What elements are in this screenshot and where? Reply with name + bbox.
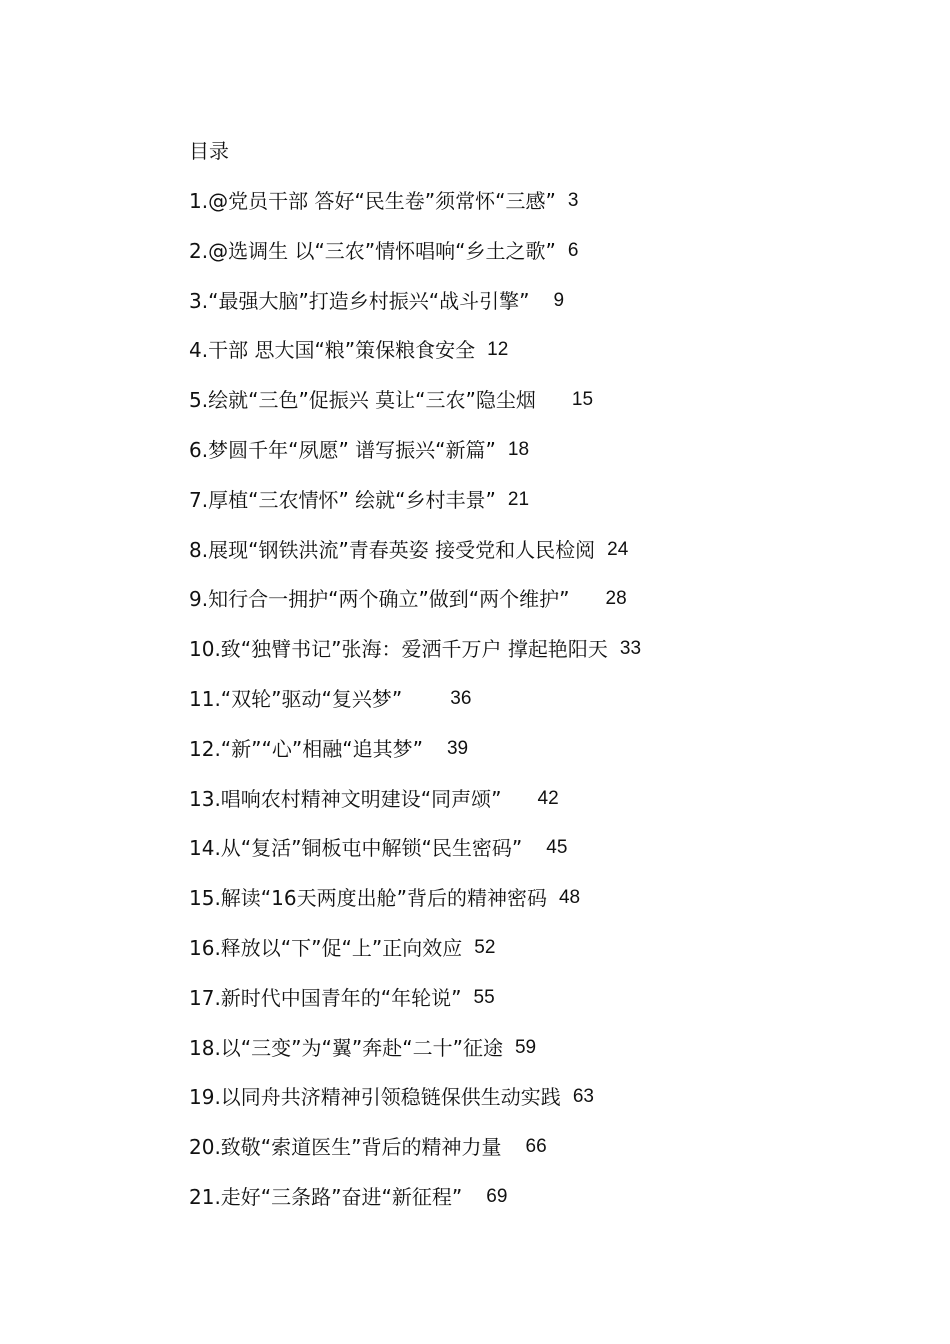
toc-entry-title: 12.“新”“心”相融“追其梦” [189,736,423,761]
toc-entry[interactable] [189,933,889,983]
toc-entry-title: 21.走好“三条路”奋进“新征程” [189,1184,463,1209]
toc-entry[interactable] [189,883,889,933]
toc-entry-title: 7.厚植“三农情怀” 绘就“乡村丰景” [189,487,496,512]
toc-entry-title: 1.@党员干部 答好“民生卷”须常怀“三感” [189,189,556,213]
toc-entry-title: 8.展现“钢铁洪流”青春英姿 接受党和人民检阅 [189,537,596,562]
toc-entry[interactable] [189,435,889,485]
toc-entry[interactable] [189,286,889,336]
table-of-contents [189,136,889,1232]
toc-entry[interactable] [189,684,889,734]
toc-entry[interactable] [189,1132,889,1182]
toc-entry-title: 19.以同舟共济精神引领稳链保供生动实践 [189,1085,561,1110]
toc-entry-page-number: 52 [474,936,496,958]
toc-entry-title: 15.解读“16天两度出舱”背后的精神密码 [189,886,547,911]
toc-entry[interactable] [189,584,889,634]
toc-entry-title: 20.致敬“索道医生”背后的精神力量 [189,1135,502,1160]
toc-entry-page-number: 33 [619,638,642,660]
toc-entry[interactable] [189,186,889,236]
toc-entry-page-number: 36 [450,687,472,709]
toc-entry[interactable] [189,1033,889,1083]
toc-entry-title: 17.新时代中国青年的“年轮说” [189,985,462,1010]
toc-entry-title: 10.致“独臂书记”张海：爱洒千万户 撑起艳阳天 [189,637,608,662]
toc-entry-page-number: 28 [605,588,627,610]
toc-entry-page-number: 24 [607,538,629,560]
toc-entry-title: 2.@选调生 以“三农”情怀唱响“乡土之歌” [189,238,556,263]
toc-entry[interactable] [189,784,889,834]
toc-entry[interactable] [189,983,889,1033]
toc-entry-page-number: 55 [473,986,495,1008]
toc-entry-page-number: 12 [487,339,509,361]
toc-entry[interactable] [189,1182,889,1232]
toc-list [189,186,889,1232]
toc-entry[interactable] [189,1082,889,1132]
toc-entry-page-number: 42 [537,787,559,809]
toc-entry-title: 6.梦圆千年“夙愿” 谱写振兴“新篇” [189,437,496,462]
toc-entry-title: 4.干部 思大国“粮”策保粮食安全 [189,338,476,363]
toc-entry-page-number: 66 [525,1136,547,1158]
toc-entry-page-number: 9 [553,289,565,311]
toc-entry-title: 16.释放以“下”促“上”正向效应 [189,935,463,960]
toc-entry[interactable] [189,335,889,385]
toc-entry-title: 11.“双轮”驱动“复兴梦” [189,686,403,711]
toc-entry[interactable] [189,535,889,585]
toc-entry-title: 18.以“三变”为“翼”奔赴“二十”征途 [189,1035,503,1060]
toc-entry-page-number: 63 [572,1086,594,1108]
toc-entry-page-number: 21 [507,488,530,510]
toc-entry-title: 3.“最强大脑”打造乡村振兴“战斗引擎” [189,288,530,313]
toc-entry-page-number: 59 [514,1036,537,1058]
toc-entry-page-number: 3 [567,190,579,211]
toc-entry[interactable] [189,734,889,784]
toc-entry-title: 5.绘就“三色”促振兴 莫让“三农”隐尘烟 [189,388,536,413]
toc-entry-page-number: 48 [558,887,581,909]
toc-entry-page-number: 69 [486,1185,508,1207]
toc-entry-page-number: 15 [571,389,594,411]
toc-title: 目录 [189,139,229,163]
toc-entry-page-number: 6 [567,239,579,261]
toc-entry[interactable] [189,634,889,684]
toc-entry[interactable] [189,385,889,435]
toc-entry-page-number: 18 [507,438,530,460]
toc-entry-page-number: 45 [546,837,568,859]
toc-entry[interactable] [189,236,889,286]
toc-entry[interactable] [189,485,889,535]
toc-entry-title: 9.知行合一拥护“两个确立”做到“两个维护” [189,587,570,612]
toc-entry-title: 14.从“复活”铜板屯中解锁“民生密码” [189,836,523,861]
toc-entry[interactable] [189,833,889,883]
toc-entry-page-number: 39 [446,737,469,759]
toc-entry-title: 13.唱响农村精神文明建设“同声颂” [189,786,502,811]
